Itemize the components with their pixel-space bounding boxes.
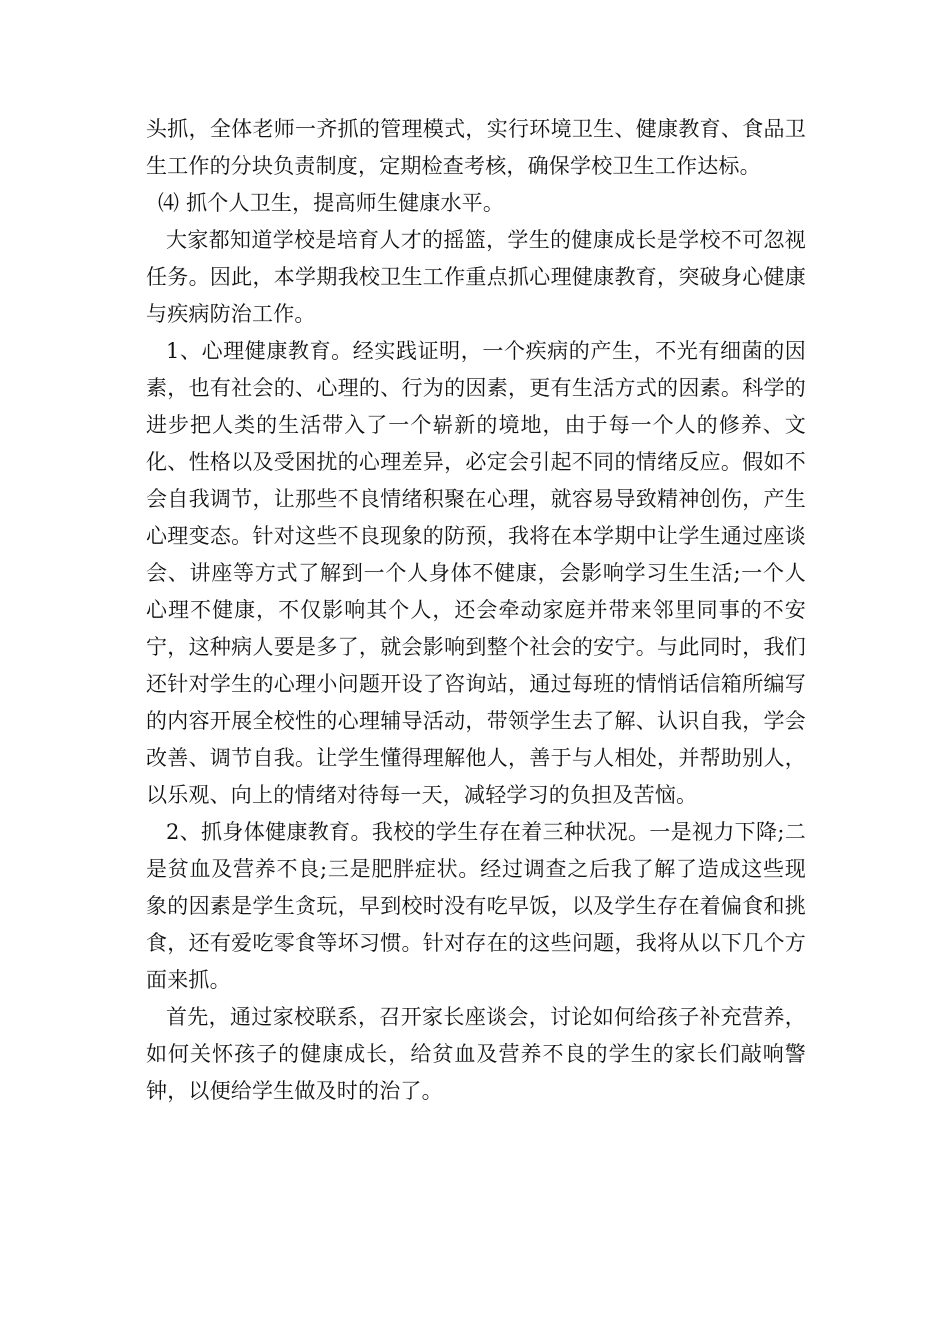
paragraph-first-step: 首先，通过家校联系，召开家长座谈会，讨论如何给孩子补充营养，如何关怀孩子的健康成长，给贫血及营养不良的学生的家长们敲响警钟，以便给学生做及时的治了。 xyxy=(146,1005,806,1103)
body-text xyxy=(146,111,806,1110)
paragraph-management-mode: 头抓，全体老师一齐抓的管理模式，实行环境卫生、健康教育、食品卫生工作的分块负责制度，定期检查考核，确保学校卫生工作达标。 xyxy=(146,117,806,178)
paragraph-heading-personal-hygiene: ⑷ 抓个人卫生，提高师生健康水平。 xyxy=(158,191,505,215)
paragraph-physical-health: 2、抓身体健康教育。我校的学生存在着三种状况。一是视力下降;二是贫血及营养不良;三是肥胖症状。经过调查之后我了解了造成这些现象的因素是学生贪玩，早到校时没有吃早饭，以及学生存在着偏食和挑食，还有爱吃零食等坏习惯。针对存在的这些问题，我将从以下几个方面来抓。 xyxy=(146,820,806,992)
paragraph-school-cradle: 大家都知道学校是培育人才的摇篮，学生的健康成长是学校不可忽视任务。因此，本学期我校卫生工作重点抓心理健康教育，突破身心健康与疾病防治工作。 xyxy=(146,228,806,326)
paragraph-mental-health: 1、心理健康教育。经实践证明，一个疾病的产生，不光有细菌的因素，也有社会的、心理的、行为的因素，更有生活方式的因素。科学的进步把人类的生活带入了一个崭新的境地，由于每一个人的修养、文化、性格以及受困扰的心理差异，必定会引起不同的情绪反应。假如不会自我调节，让那些不良情绪积聚在心理，就容易导致精神创伤，产生心理变态。针对这些不良现象的防预，我将在本学期中让学生通过座谈会、讲座等方式了解到一个人身体不健康，会影响学习生生活;一个人心理不健康，不仅影响其个人，还会牵动家庭并带来邻里同事的不安宁，这种病人要是多了，就会影响到整个社会的安宁。与此同时，我们还针对学生的心理小问题开设了咨询站，通过每班的情悄话信箱所编写的内容开展全校性的心理辅导活动，带领学生去了解、认识自我，学会改善、调节自我。让学生懂得理解他人，善于与人相处，并帮助别人，以乐观、向上的情绪对待每一天，减轻学习的负担及苦恼。 xyxy=(146,339,806,807)
